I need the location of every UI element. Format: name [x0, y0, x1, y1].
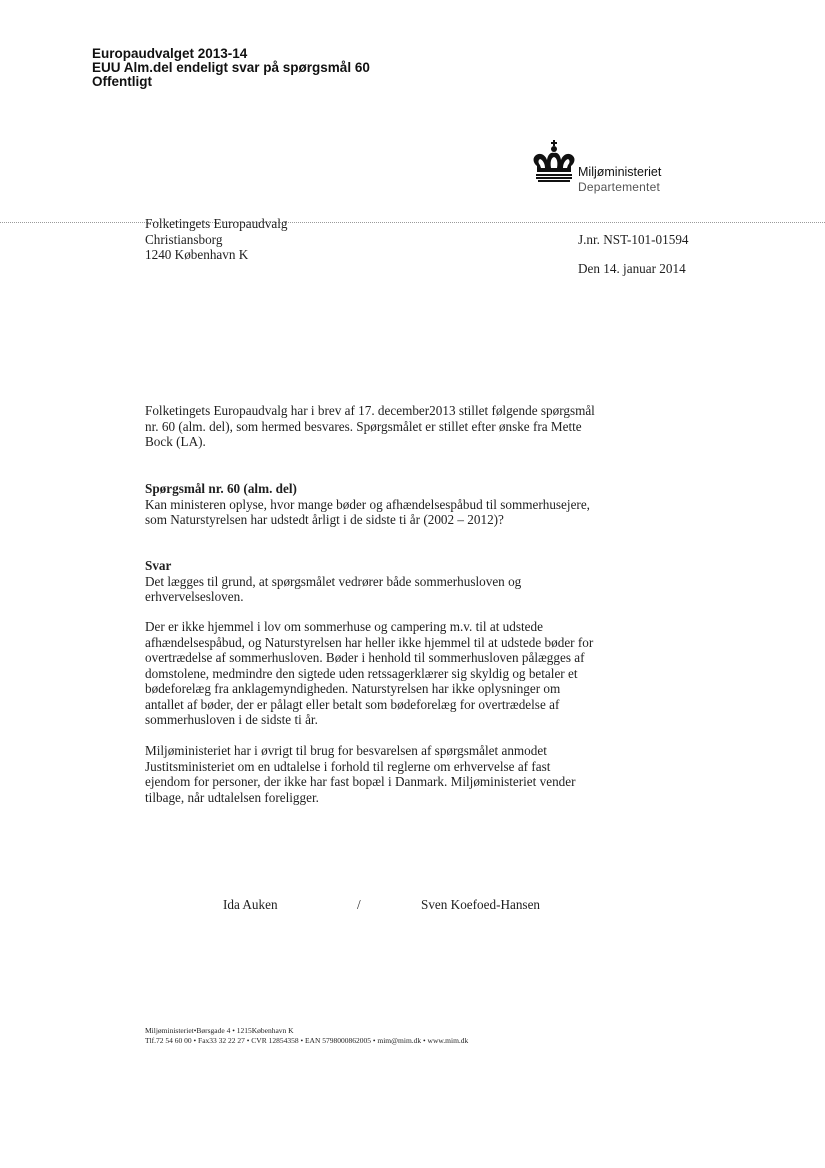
signature-right: Sven Koefoed-Hansen: [421, 897, 541, 912]
answer-paragraph-2: Der er ikke hjemmel i lov om sommerhuse og campering m.v. til at udstede afhændelsespåbud, og Naturstyrelsen har heller ikke hjemmel til at udstede bøder for overtrædelse af sommerhusloven. Bøder i henhold til sommerhusloven pålægges af domstolene, medmindre den sigtede uden retssagerklærer sig skyldig og betaler et bødeforelæg fra anklagemyndigheden. Naturstyrelsen har ikke oplysninger om antallet af bøder, der er pålagt eller betalt som bødeforelæg for overtrædelse af sommerhusloven i de sidste ti år.: [145, 619, 594, 727]
answer-section: [145, 558, 595, 605]
page-footer: [145, 1026, 468, 1046]
sender-block: [578, 165, 661, 195]
recipient-name: Folketingets Europaudvalg: [145, 216, 288, 231]
header-title: EUU Alm.del endeligt svar på spørgsmål 60: [92, 60, 370, 75]
answer-paragraph-2-block: [145, 619, 595, 728]
signature-separator: /: [357, 897, 361, 912]
document-header: [92, 47, 370, 89]
answer-heading: Svar: [145, 558, 172, 573]
recipient-address: [145, 216, 287, 263]
footer-contact: Tlf.72 54 60 00 • Fax33 32 22 27 • CVR 12854358 • EAN 5798000862005 • mim@mim.dk • www.mim.dk: [145, 1036, 469, 1045]
intro-paragraph: [145, 403, 595, 450]
recipient-street: Christiansborg: [145, 231, 223, 247]
journal-number: J.nr. NST-101-01594: [578, 232, 689, 247]
intro-text: Folketingets Europaudvalg har i brev af 17. december2013 stillet følgende spørgsmål nr. 60 (alm. del), som hermed besvares. Spørgsmålet er stillet efter ønske fra Mette Bock (LA).: [145, 403, 595, 449]
answer-paragraph-3: Miljøministeriet har i øvrigt til brug for besvarelsen af spørgsmålet anmodet Justitsministeriet om en udtalelse i forhold til reglerne om erhvervelse af fast ejendom for personer, der ikke har fast bopæl i Danmark. Miljøministeriet vender tilbage, når udtalelsen foreligger.: [145, 743, 576, 805]
question-heading: Spørgsmål nr. 60 (alm. del): [145, 481, 297, 496]
question-section: [145, 481, 595, 528]
royal-crown-icon: [529, 140, 579, 184]
ministry-name: Miljøministeriet: [578, 165, 662, 179]
fold-line: [0, 222, 825, 223]
letter-date: Den 14. januar 2014: [578, 261, 686, 276]
header-status: Offentligt: [92, 74, 152, 89]
department-name: Departementet: [578, 180, 660, 194]
footer-address: Miljøministeriet•Børsgade 4 • 1215København K: [145, 1026, 294, 1035]
answer-paragraph-3-block: [145, 743, 595, 805]
header-committee: Europaudvalget 2013-14: [92, 46, 248, 61]
question-text: Kan ministeren oplyse, hvor mange bøder og afhændelsespåbud til sommerhusejere, som Naturstyrelsen har udstedt årligt i de sidste ti år (2002 – 2012)?: [145, 496, 590, 527]
answer-paragraph-1: Det lægges til grund, at spørgsmålet vedrører både sommerhusloven og erhvervelsesloven.: [145, 573, 522, 604]
recipient-city: 1240 København K: [145, 247, 249, 262]
signature-left: Ida Auken: [223, 897, 278, 912]
